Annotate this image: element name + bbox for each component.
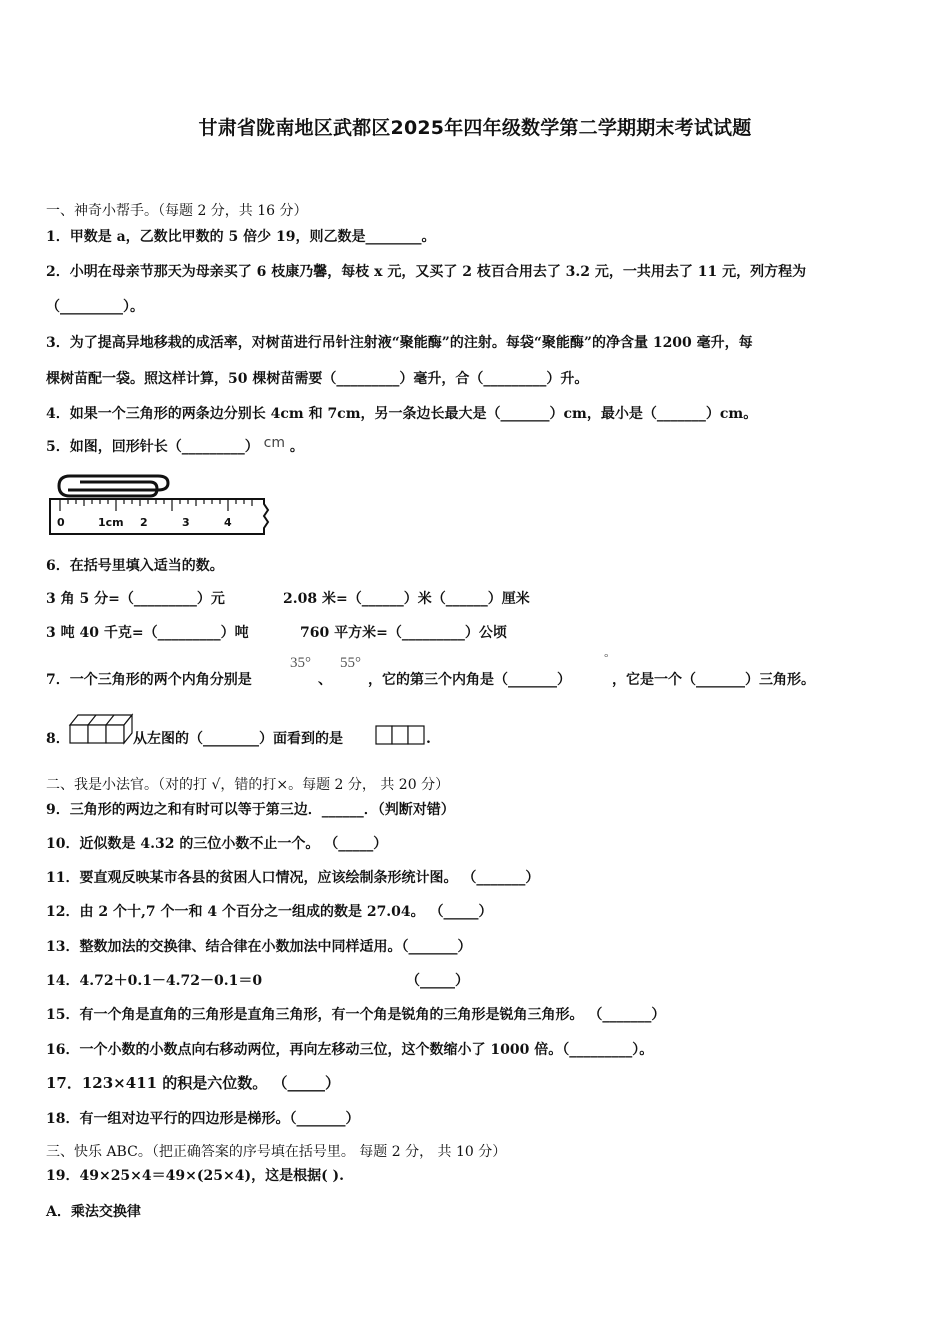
question-14-blank: （_____） <box>406 973 469 989</box>
angle-55: 55° <box>340 655 361 671</box>
question-5-unit: cm <box>263 435 285 451</box>
cube-stack-figure <box>68 711 134 747</box>
question-14: 14．4.72＋0.1－4.72－0.1＝0 <box>46 973 263 989</box>
question-12: 12．由 2 个十,7 个一和 4 个百分之一组成的数是 27.04。 （_____） <box>46 904 493 920</box>
question-6-row-1a: 3 角 5 分=（_________）元 <box>46 591 225 607</box>
question-19: 19．49×25×4＝49×(25×4)，这是根据( ). <box>46 1168 345 1184</box>
section-1-heading: 一、神奇小帮手。（每题 2 分，共 16 分） <box>46 203 308 219</box>
question-6: 6．在括号里填入适当的数。 <box>46 558 224 574</box>
ruler-label-1cm: 1cm <box>98 516 124 529</box>
question-1: 1．甲数是 a，乙数比甲数的 5 倍少 19，则乙数是________。 <box>46 229 436 245</box>
question-10: 10．近似数是 4.32 的三位小数不止一个。 （_____） <box>46 836 388 852</box>
question-7-prefix: 7．一个三角形的两个内角分别是 <box>46 672 252 688</box>
ruler-label-2: 2 <box>140 516 148 529</box>
question-3-line-2: 棵树苗配一袋。照这样计算，50 棵树苗需要（_________）毫升，合（_________）升。 <box>46 371 589 387</box>
question-15: 15．有一个角是直角的三角形是直角三角形，有一个角是锐角的三角形是锐角三角形。 （_______） <box>46 1007 666 1023</box>
degree-mark: ° <box>604 652 609 664</box>
section-2-heading: 二、我是小法官。（对的打 √，错的打×。每题 2 分， 共 20 分） <box>46 777 450 793</box>
question-17: 17．123×411 的积是六位数。 （_____） <box>46 1074 341 1092</box>
ruler-body <box>50 499 268 534</box>
section-3-heading: 三、快乐 ABC。（把正确答案的序号填在括号里。 每题 2 分， 共 10 分） <box>46 1144 507 1160</box>
question-7-separator: 、 <box>318 672 332 688</box>
question-5-prefix: 5．如图，回形针长（_________） <box>46 439 259 455</box>
question-8-end: . <box>426 731 431 747</box>
page-title: 甘肃省陇南地区武都区2025年四年级数学第二学期期末考试试题 <box>198 117 752 139</box>
ruler-label-0: 0 <box>57 516 65 529</box>
question-2-line-2: （_________）。 <box>46 299 144 315</box>
question-7-middle: ，它的第三个内角是（_______） <box>368 672 571 688</box>
question-18: 18．有一组对边平行的四边形是梯形。（_______） <box>46 1111 360 1127</box>
question-11: 11．要直观反映某市各县的贫困人口情况，应该绘制条形统计图。 （_______） <box>46 870 540 886</box>
ruler-label-3: 3 <box>182 516 190 529</box>
question-13: 13．整数加法的交换律、结合律在小数加法中同样适用。（_______） <box>46 939 472 955</box>
question-6-row-2b: 760 平方米=（_________）公顷 <box>300 625 507 641</box>
angle-35: 35° <box>290 655 311 671</box>
question-2-line-1: 2．小明在母亲节那天为母亲买了 6 枝康乃馨，每枝 x 元，又买了 2 枝百合用去了 3.2 元，一共用去了 11 元，列方程为 <box>46 264 807 280</box>
question-6-row-1b: 2.08 米=（______）米（______）厘米 <box>283 591 530 607</box>
question-8-text: 从左图的（________）面看到的是 <box>133 731 343 747</box>
ruler-label-4: 4 <box>224 516 232 529</box>
question-19-option-a: A．乘法交换律 <box>46 1204 141 1220</box>
paperclip-icon <box>59 476 168 496</box>
question-5-suffix: 。 <box>289 439 304 455</box>
question-3-line-1: 3．为了提高异地移栽的成活率，对树苗进行吊针注射液“聚能酶”的注射。每袋“聚能酶”的净含量 1200 毫升，每 <box>46 335 753 351</box>
question-5 <box>46 437 304 457</box>
question-8-number: 8． <box>46 731 70 747</box>
question-9: 9．三角形的两边之和有时可以等于第三边．______．（判断对错） <box>46 802 455 818</box>
question-7-suffix: ，它是一个（_______）三角形。 <box>612 672 815 688</box>
paperclip-ruler-figure <box>46 470 272 538</box>
question-4: 4．如果一个三角形的两条边分别长 4cm 和 7cm，另一条边长最大是（_______）cm，最小是（_______）cm。 <box>46 406 758 422</box>
side-view-figure <box>374 724 428 746</box>
question-6-row-2a: 3 吨 40 千克=（_________）吨 <box>46 625 249 641</box>
question-16: 16．一个小数的小数点向右移动两位，再向左移动三位，这个数缩小了 1000 倍。（_________）。 <box>46 1042 654 1058</box>
